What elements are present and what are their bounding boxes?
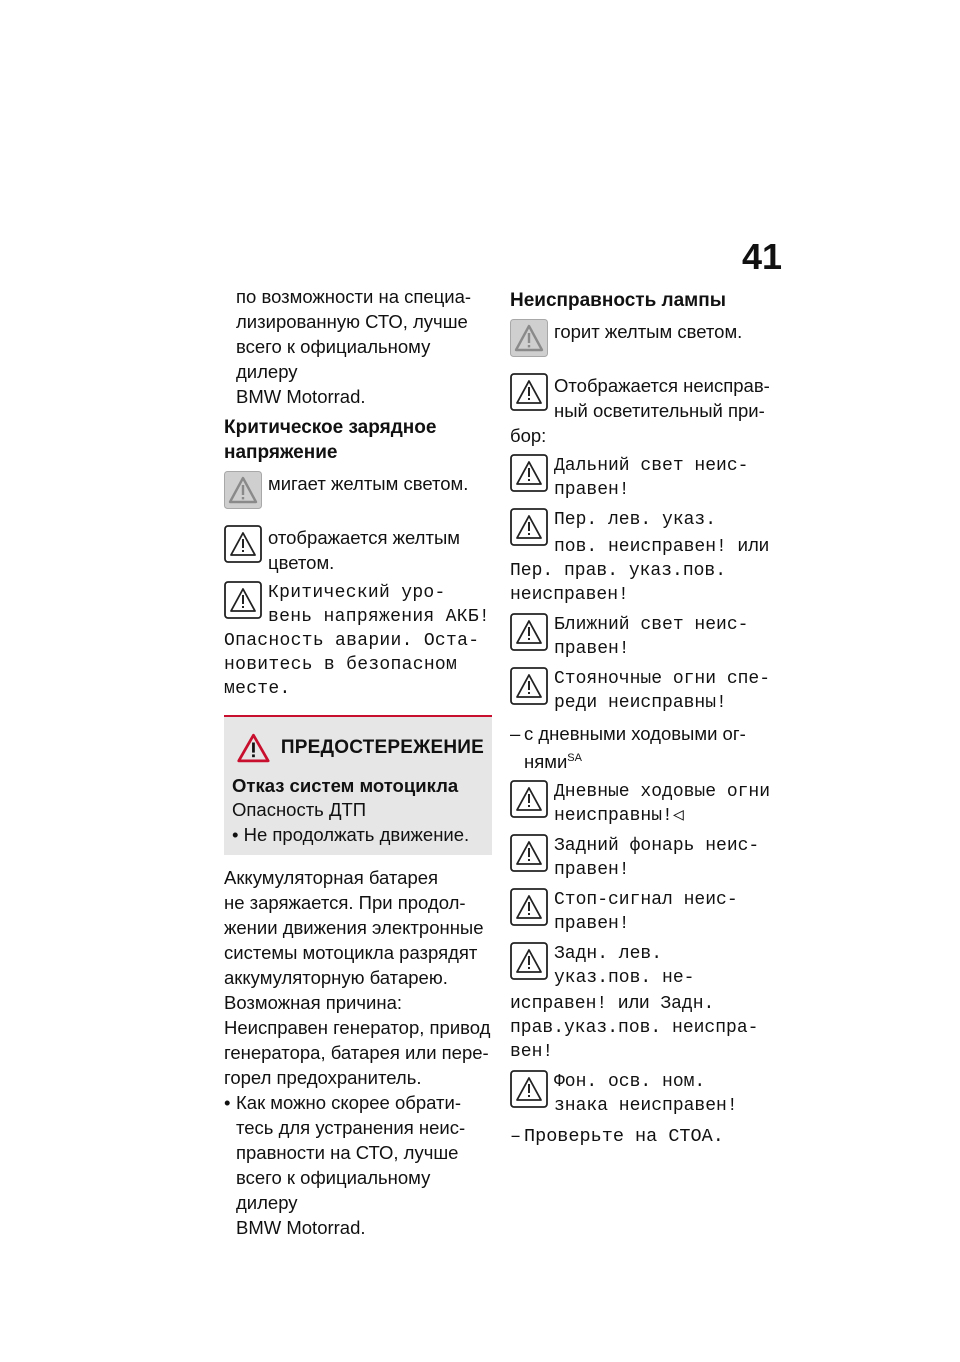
text-line: BMW Motorrad.: [236, 386, 366, 407]
bullet-icon: •: [224, 1092, 231, 1113]
warning-title: ПРЕДОСТЕРЕЖЕНИЕ: [280, 737, 484, 758]
display-warning-icon: [510, 613, 548, 651]
display-warning-icon: [510, 1070, 548, 1108]
mono-line: Фон. осв. ном.: [554, 1072, 706, 1093]
indicator-text: [268, 527, 460, 573]
page-number: 41: [742, 236, 783, 277]
warning-header: [236, 731, 484, 765]
text-line: Как можно скорее обрати-: [236, 1092, 461, 1113]
indicator-row: [224, 471, 492, 519]
warning-box: [224, 715, 492, 855]
mono-line: правен!: [554, 914, 630, 935]
text-line: не заряжается. При продол-: [224, 892, 466, 913]
sa-mark: SA: [567, 752, 582, 764]
or-text: или: [737, 534, 770, 555]
display-warning-icon: [510, 667, 548, 705]
display-warning-icon: [224, 581, 262, 619]
mono-line: новитесь в безопасном: [224, 655, 458, 675]
mono-line: Стояночные огни спе-: [554, 669, 771, 689]
mono-line: правен!: [554, 639, 630, 659]
display-warning-icon: [224, 525, 262, 563]
display-message: [510, 454, 780, 502]
mono-line: пов. неисправен!: [554, 537, 727, 557]
mono-line: знака неисправен!: [554, 1096, 738, 1117]
heading-line: Критическое зарядное: [224, 417, 437, 438]
warning-light-icon: [224, 471, 262, 509]
dash-icon: –: [510, 1126, 522, 1148]
option-text: [524, 721, 746, 774]
or-text: или: [618, 991, 650, 1013]
mono-line: месте.: [224, 679, 291, 699]
mono-line: исправен!: [510, 994, 608, 1015]
warning-subtitle: Отказ систем мотоцикла: [232, 775, 459, 796]
heading-line: напряжение: [224, 442, 338, 463]
text-line: Отображается неисправ-: [554, 375, 770, 396]
indicator-row: [224, 525, 492, 575]
text-line: BMW Motorrad.: [236, 1217, 366, 1238]
text-line: с дневными ходовыми ог-: [524, 723, 746, 744]
text-line: Аккумуляторная батарея: [224, 867, 439, 888]
warning-line: • Не продолжать движение.: [232, 824, 470, 845]
indicator-text: [510, 375, 770, 446]
display-message: [510, 613, 780, 661]
display-warning-icon: [510, 780, 548, 818]
indicator-text: мигает желтым светом.: [268, 473, 469, 494]
text-line: тесь для устранения неис-: [236, 1117, 466, 1138]
text-line: жении движения электронные: [224, 917, 484, 938]
section-heading: Неисправность лампы: [510, 290, 726, 311]
mono-line: неисправны!◁: [554, 806, 684, 827]
display-message: [510, 508, 780, 607]
display-warning-icon: [510, 888, 548, 926]
mono-line: Дальний свет неис-: [554, 456, 749, 476]
display-message: [510, 834, 780, 882]
display-warning-icon: [510, 834, 548, 872]
danger-icon: [236, 731, 271, 765]
warning-line: Опасность ДТП: [232, 799, 367, 820]
text-line: всего к официальному дилеру: [236, 1167, 431, 1213]
text-line: ный осветительный при-: [554, 400, 765, 421]
mono-line: Стоп-сигнал неис-: [554, 890, 738, 911]
display-message: [224, 581, 492, 701]
mono-line: вен!: [510, 1042, 554, 1063]
intro-text: [224, 284, 492, 409]
dash-icon: –: [510, 723, 521, 744]
display-message: [510, 667, 780, 715]
text-line: цветом.: [268, 552, 335, 573]
display-warning-icon: [510, 454, 548, 492]
display-warning-icon: [510, 508, 548, 546]
text-line: правности на СТО, лучше: [236, 1142, 459, 1163]
bullet-text: [236, 1090, 492, 1240]
text-line: генератора, батарея или пере-: [224, 1042, 489, 1063]
indicator-row: [510, 373, 780, 448]
text-line: бор:: [510, 425, 547, 446]
text-line: аккумуляторную батарею.: [224, 967, 448, 988]
mono-line: правен!: [554, 480, 630, 500]
mono-line: прав.указ.пов. неиспра-: [510, 1018, 759, 1039]
display-warning-icon: [510, 942, 548, 980]
warning-light-icon: [510, 319, 548, 357]
mono-line: Задн.: [660, 994, 715, 1015]
text-line: по возможности на специа-: [236, 286, 472, 307]
mono-line: Задний фонарь неис-: [554, 836, 760, 857]
bullet-item: [224, 1090, 492, 1240]
mono-line: Ближний свет неис-: [554, 615, 749, 635]
display-message: [510, 888, 780, 936]
body-text: [224, 865, 492, 990]
mono-line: Задн. лев.: [554, 944, 663, 965]
text-line: отображается желтым: [268, 527, 460, 548]
mono-line: вень напряжения АКБ!: [268, 607, 491, 627]
mono-line: указ.пов. не-: [554, 968, 695, 989]
mono-line: реди неисправны!: [554, 693, 727, 713]
option-line: [510, 721, 780, 774]
mono-line: Пер. лев. указ.: [554, 510, 717, 530]
section-heading: [224, 415, 492, 465]
text-line: системы мотоцикла разрядят: [224, 942, 478, 963]
indicator-row: [510, 319, 780, 367]
mono-line: неисправен!: [510, 585, 629, 605]
mono-line: Дневные ходовые огни: [554, 782, 771, 803]
action-line: [510, 1124, 780, 1149]
text-line: лизированную СТО, лучше: [236, 311, 468, 332]
text-line: всего к официальному дилеру: [236, 336, 431, 382]
display-warning-icon: [510, 373, 548, 411]
display-message: [510, 780, 780, 828]
action-text: Проверьте на СТОА.: [524, 1126, 724, 1148]
right-column: [510, 284, 780, 1149]
text-line: Неисправен генератор, привод: [224, 1017, 491, 1038]
mono-line: Критический уро-: [268, 583, 446, 603]
text-line: горел предохранитель.: [224, 1067, 422, 1088]
cause-text: [224, 1015, 492, 1090]
mono-line: правен!: [554, 860, 630, 881]
display-message: [510, 942, 780, 1064]
indicator-text: горит желтым светом.: [554, 321, 743, 342]
text-line: нями: [524, 751, 568, 773]
left-column: [224, 284, 492, 1240]
cause-label: Возможная причина:: [224, 992, 402, 1013]
mono-line: Пер. прав. указ.пов.: [510, 561, 727, 581]
display-message: [510, 1070, 780, 1118]
mono-line: Опасность аварии. Оста-: [224, 631, 480, 651]
